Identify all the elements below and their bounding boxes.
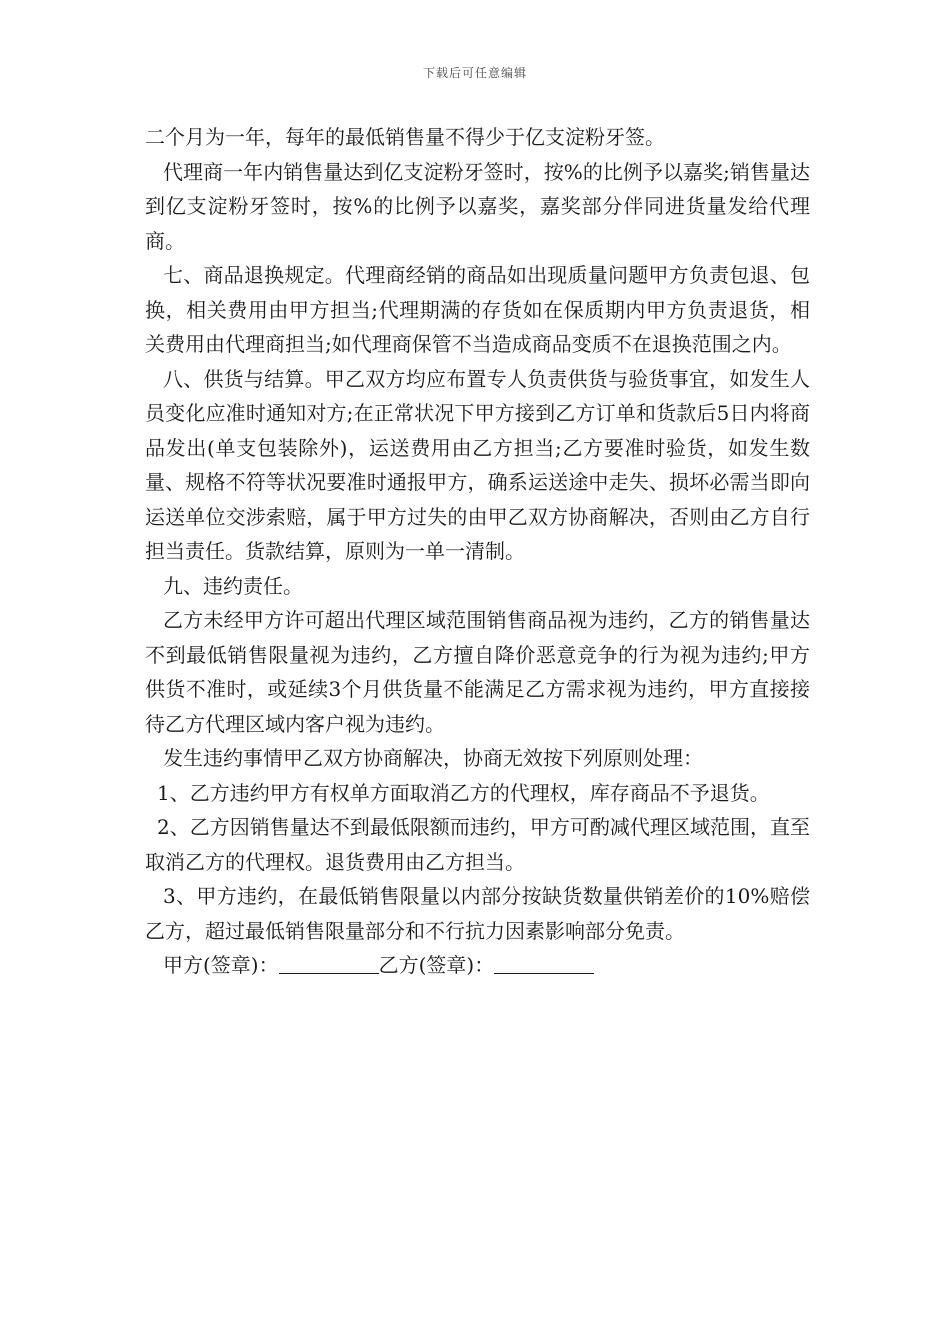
party-a-label: 甲方(签章)： [163,953,279,977]
list-item: 1、乙方违约甲方有权单方面取消乙方的代理权，库存商品不予退货。 [157,780,770,805]
paragraph: 二个月为一年，每年的最低销售量不得少于亿支淀粉牙签。 [145,125,665,149]
party-b-label: 乙方(签章)： [378,953,495,977]
paragraph: 八、供货与结算。甲乙双方均应布置专人负责供货与验货事宜，如发生人员变化应准时通知对方;在正常状况下甲方接到乙方订单和货款后5日内将商品发出(单支包装除外)，运送费用由乙方担当;乙方要准时验货，如发生数量、规格不符等状况要准时通报甲方，确系运送途中走失、损坏必需当即向运送单位交涉索赔，属于甲方过失的由甲乙双方协商解决，否则由乙方自行担当责任。货款结算，原则为一单一清制。 [145,366,810,563]
list-item: 2、乙方因销售量达不到最低限额而违约，甲方可酌减代理区域范围，直至取消乙方的代理权。退货费用由乙方担当。 [145,815,810,874]
party-b-signature-blank [494,951,594,974]
paragraph: 乙方未经甲方许可超出代理区域范围销售商品视为违约，乙方的销售量达不到最低销售限量视为违约，乙方擅自降价恶意竞争的行为视为违约;甲方供货不准时，或延续3个月供货量不能满足乙方需求视为违约，甲方直接接待乙方代理区域内客户视为违约。 [145,608,810,736]
signature-line [145,948,810,983]
paragraph: 代理商一年内销售量达到亿支淀粉牙签时，按%的比例予以嘉奖;销售量达到亿支淀粉牙签时，按%的比例予以嘉奖，嘉奖部分伴同进货量发给代理商。 [145,159,810,253]
party-a-signature-blank [279,951,379,974]
paragraph: 七、商品退换规定。代理商经销的商品如出现质量问题甲方负责包退、包换，相关费用由甲方担当;代理期满的存货如在保质期内甲方负责退货，相关费用由代理商担当;如代理商保管不当造成商品变质不在退换范围之内。 [145,263,810,356]
list-item: 3、甲方违约，在最低销售限量以内部分按缺货数量供销差价的10%赔偿乙方，超过最低销售限量部分和不行抗力因素影响部分免责。 [145,884,810,943]
paragraph: 发生违约事情甲乙双方协商解决，协商无效按下列原则处理： [163,746,703,770]
section-heading: 九、违约责任。 [163,573,303,598]
document-body [145,120,810,983]
page-header-note: 下载后可任意编辑 [422,66,527,80]
